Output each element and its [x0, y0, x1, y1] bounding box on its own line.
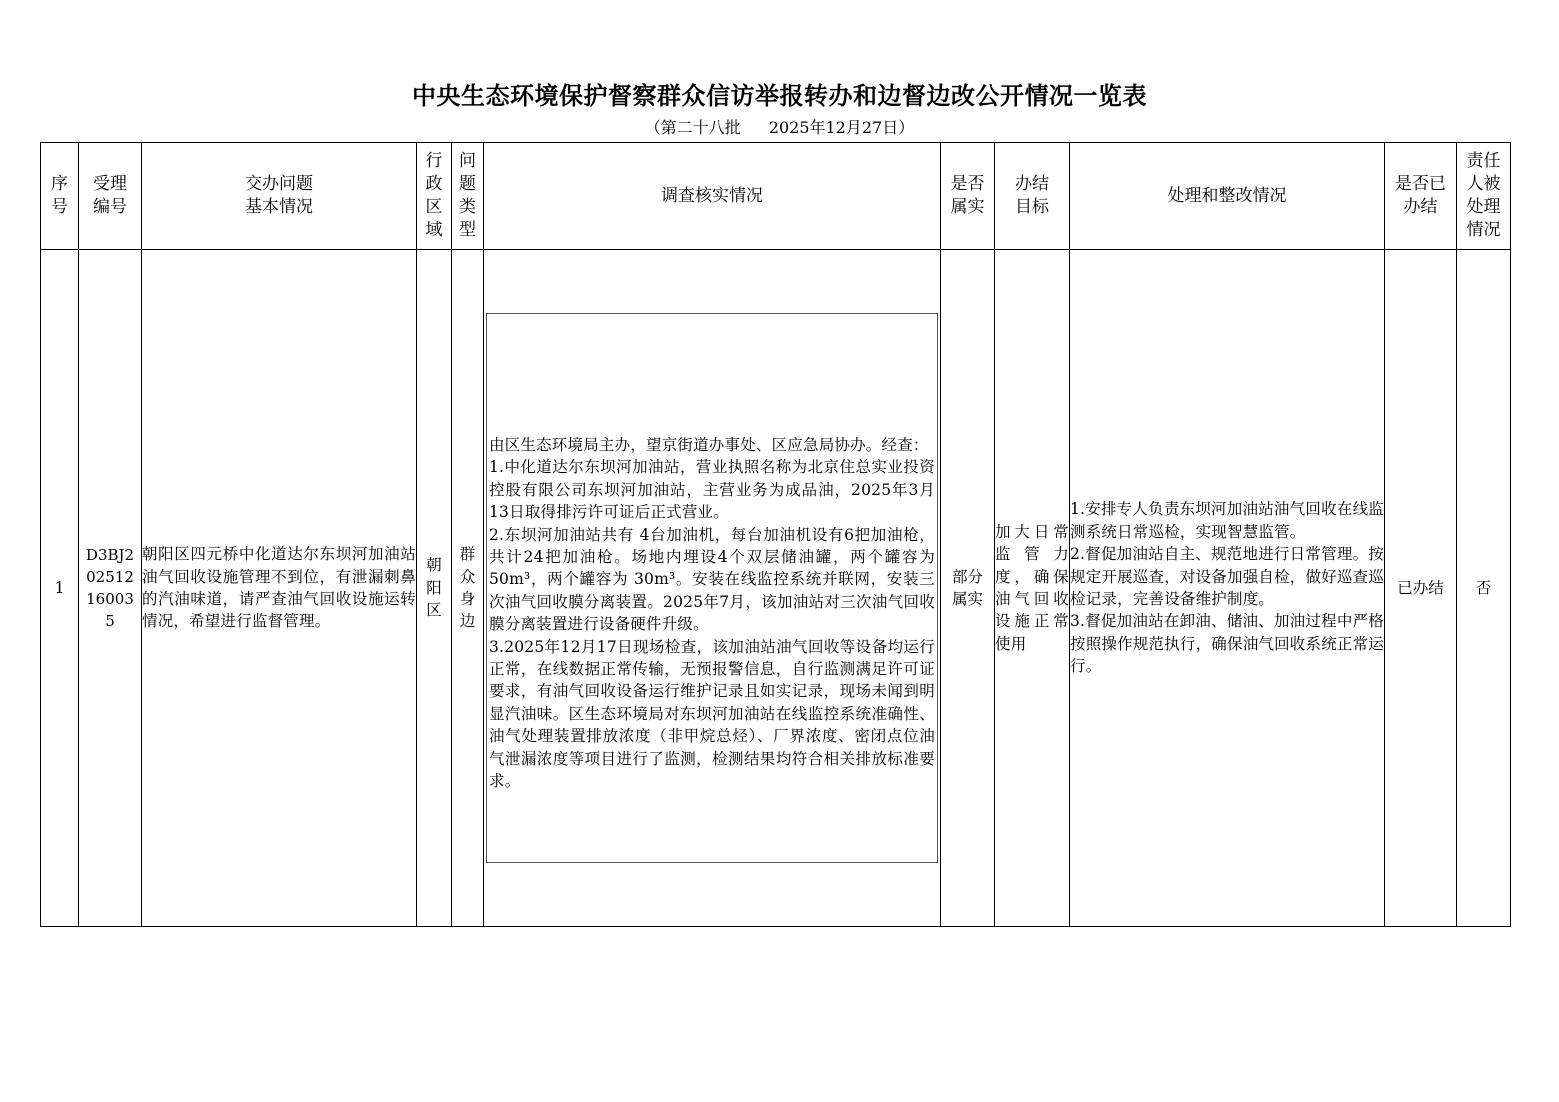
- investigation-point-2: 2.东坝河加油站共有 4台加油机，每台加油机设有6把加油枪，共计24把加油枪。场地内埋设4个双层储油罐，两个罐容为50m³，两个罐容为 30m³。安装在线监控系统并联网，安装三次油气回收膜分离装置。2025年7月，该加油站对三次油气回收膜分离装置进行设备硬件升级。: [489, 525, 935, 634]
- cell-investigation: [484, 250, 941, 927]
- handling-point-1: 1.安排专人负责东坝河加油站油气回收在线监测系统日常巡检，实现智慧监管。: [1070, 500, 1384, 541]
- document-subtitle: [0, 115, 1559, 138]
- table-row: [41, 250, 1511, 927]
- header-seq: 序号: [41, 143, 79, 250]
- header-handling: 处理和整改情况: [1070, 143, 1385, 250]
- header-investigation: 调查核实情况: [484, 143, 941, 250]
- handling-point-2: 2.督促加油站自主、规范地进行日常管理。按规定开展巡查，对设备加强自检，做好巡查巡检记录，完善设备维护制度。: [1070, 545, 1385, 608]
- header-goal: 办结目标: [995, 143, 1070, 250]
- header-acceptance-no: 受理编号: [79, 143, 142, 250]
- document-title: 中央生态环境保护督察群众信访举报转办和边督边改公开情况一览表: [412, 82, 1147, 110]
- cell-problem-type: 群众身边: [452, 250, 484, 927]
- header-problem-type: 问题类型: [452, 143, 484, 250]
- cell-accountability: 否: [1457, 250, 1511, 927]
- cell-is-true: 部分属实: [941, 250, 995, 927]
- investigation-intro: 由区生态环境局主办，望京街道办事处、区应急局协办。经查：: [489, 436, 929, 454]
- cell-seq: 1: [41, 250, 79, 927]
- investigation-point-3: 3.2025年12月17日现场检查，该加油站油气回收等设备均运行正常，在线数据正常传输，无预报警信息，自行监测满足许可证要求，有油气回收设备运行维护记录且如实记录，现场未闻到明显汽油味。区生态环境局对东坝河加油站在线监控系统准确性、油气处理装置排放浓度（非甲烷总烃）、厂界浓度、密闭点位油气泄漏浓度等项目进行了监测，检测结果均符合相关排放标准要求。: [489, 637, 935, 791]
- cell-problem: 朝阳区四元桥中化道达尔东坝河加油站油气回收设施管理不到位，有泄漏刺鼻的汽油味道，请严查油气回收设施运转情况，希望进行监督管理。: [142, 250, 417, 927]
- handling-point-3: 3.督促加油站在卸油、储油、加油过程中严格按照操作规范执行，确保油气回收系统正常运行。: [1070, 612, 1385, 676]
- header-row: [41, 143, 1511, 250]
- header-region: 行政区域: [417, 143, 452, 250]
- cell-closed: 已办结: [1385, 250, 1457, 927]
- report-table: [40, 142, 1511, 927]
- batch-label: （第二十八批: [644, 118, 741, 137]
- date-label: 2025年12月27日）: [768, 118, 915, 137]
- header-is-true: 是否属实: [941, 143, 995, 250]
- header-accountability: 责任人被处理情况: [1457, 143, 1511, 250]
- cell-region: 朝阳区: [417, 250, 452, 927]
- investigation-point-1: 1.中化道达尔东坝河加油站，营业执照名称为北京住总实业投资控股有限公司东坝河加油站，主营业务为成品油，2025年3月13日取得排污许可证后正式营业。: [489, 458, 935, 522]
- header-closed: 是否已办结: [1385, 143, 1457, 250]
- header-problem: 交办问题基本情况: [142, 143, 417, 250]
- cell-goal: 加大日常监管力度，确保油气回收设施正常使用: [995, 250, 1070, 927]
- cell-handling: [1070, 250, 1385, 927]
- cell-acceptance-no: D3BJ202512160035: [79, 250, 142, 927]
- investigation-text: [486, 313, 938, 863]
